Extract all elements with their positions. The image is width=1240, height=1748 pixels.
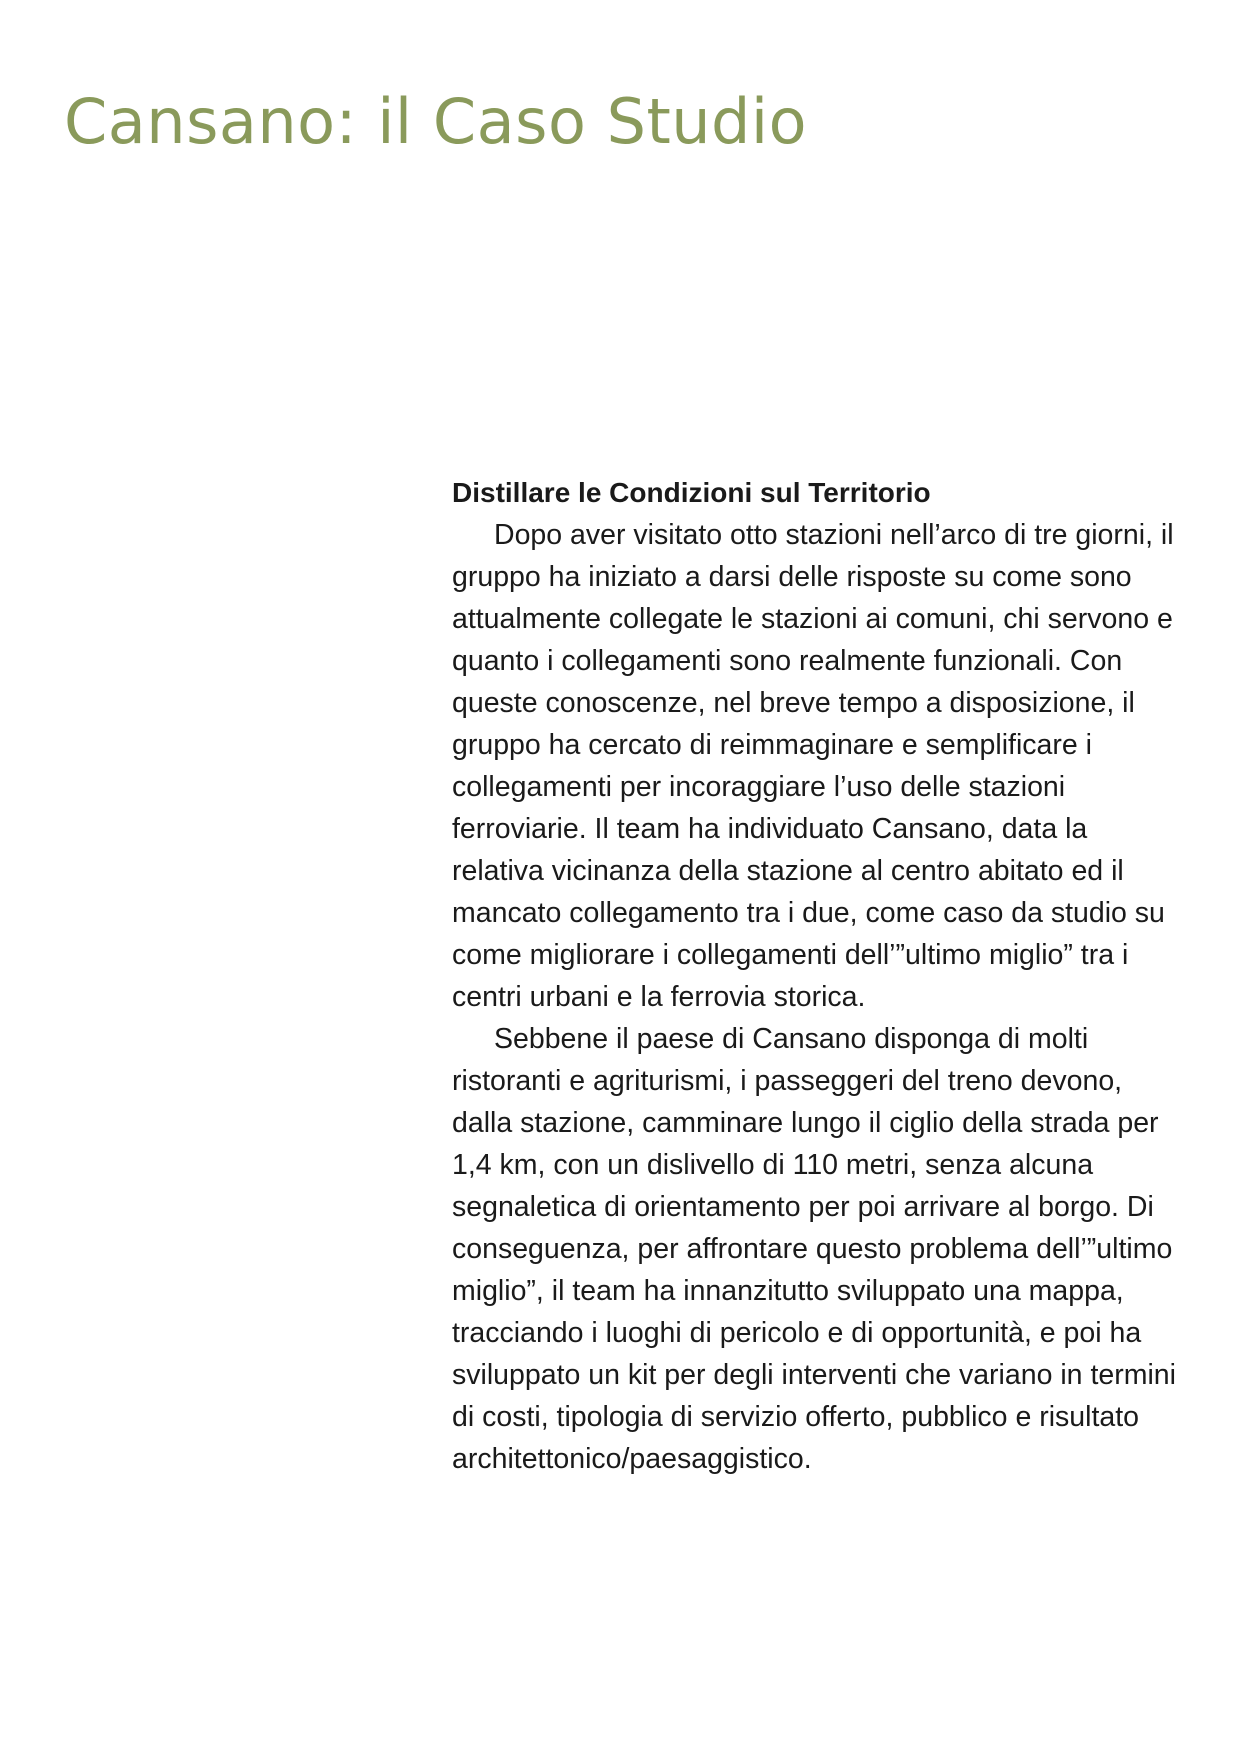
paragraph-1: Dopo aver visitato otto stazioni nell’arco di tre giorni, il gruppo ha iniziato a darsi delle risposte su come sono attualmente collegate le stazioni ai comuni, chi servono e quanto i collegamenti sono realmente funzionali. Con queste conoscenze, nel breve tempo a disposizione, il gruppo ha cercato di reimmaginare e semplificare i collegamenti per incoraggiare l’uso delle stazioni ferroviarie. Il team ha individuato Cansano, data la relativa vicinanza della stazione al centro abitato ed il mancato collegamento tra i due, come caso da studio su come migliorare i collegamenti dell’”ultimo miglio” tra i centri urbani e la ferrovia storica. bbox=[452, 519, 1174, 1013]
paragraph-2: Sebbene il paese di Cansano disponga di molti ristoranti e agriturismi, i passeggeri del treno devono, dalla stazione, camminare lungo il ciglio della strada per 1,4 km, con un dislivello di 110 metri, senza alcuna segnaletica di orientamento per poi arrivare al borgo. Di conseguenza, per affrontare questo problema dell’”ultimo miglio”, il team ha innanzitutto sviluppato una mappa, tracciando i luoghi di pericolo e di opportunità, e poi ha sviluppato un kit per degli interventi che variano in termini di costi, tipologia di servizio offerto, pubblico e risultato architettonico/paesaggistico. bbox=[452, 1023, 1176, 1475]
article-body bbox=[452, 472, 1182, 1480]
page-title: Cansano: il Caso Studio bbox=[64, 85, 808, 158]
section-heading: Distillare le Condizioni sul Territorio bbox=[452, 477, 931, 508]
